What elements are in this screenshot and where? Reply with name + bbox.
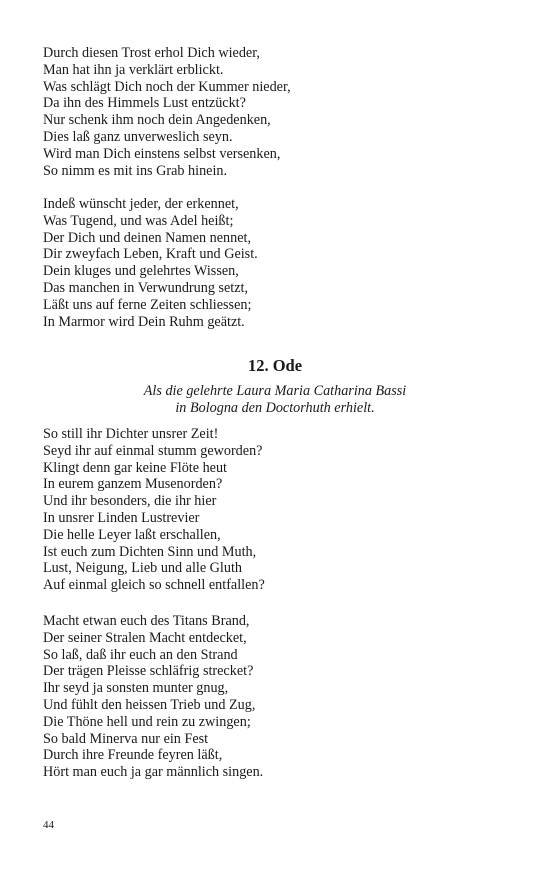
poem-line: In unsrer Linden Lustrevier — [43, 509, 200, 526]
poem-line: Wird man Dich einstens selbst versenken, — [43, 145, 281, 162]
poem-line: Auf einmal gleich so schnell entfallen? — [43, 577, 265, 594]
poem-line: Durch diesen Trost erhol Dich wieder, — [43, 45, 260, 61]
poem-line: Dir zweyfach Leben, Kraft und Geist. — [43, 246, 258, 263]
poem-line: Seyd ihr auf einmal stumm geworden? — [43, 442, 263, 459]
poem-line: Was Tugend, und was Adel heißt; — [43, 212, 234, 229]
poem-line: Läßt uns auf ferne Zeiten schliessen; — [43, 296, 252, 313]
poem-stanza — [43, 196, 513, 330]
poem-line: Indeß wünscht jeder, der erkennet, — [43, 196, 239, 212]
poem-line: Lust, Neigung, Lieb und alle Gluth — [43, 560, 242, 577]
poem-line: Was schlägt Dich noch der Kummer nieder, — [43, 78, 291, 95]
poem-line: Durch ihre Freunde feyren läßt, — [43, 747, 223, 764]
ode-subtitle — [0, 383, 550, 417]
poem-line: Man hat ihn ja verklärt erblickt. — [43, 61, 224, 78]
poem-line: Dies laß ganz unverweslich seyn. — [43, 128, 233, 145]
page-number: 44 — [43, 819, 54, 831]
poem-line: So nimm es mit ins Grab hinein. — [43, 162, 228, 179]
poem-line: Der seiner Stralen Macht entdecket, — [43, 629, 247, 646]
poem-line: Da ihn des Himmels Lust entzückt? — [43, 95, 246, 112]
poem-line: Der Dich und deinen Namen nennet, — [43, 229, 252, 246]
poem-line: Die Thöne hell und rein zu zwingen; — [43, 713, 251, 730]
poem-line: Dein kluges und gelehrtes Wissen, — [43, 263, 239, 280]
poem-stanza — [43, 613, 513, 781]
poem-line: Macht etwan euch des Titans Brand, — [43, 613, 250, 629]
subtitle-line: Als die gelehrte Laura Maria Catharina Bassi — [143, 383, 407, 399]
poem-line: Hört man euch ja gar männlich singen. — [43, 764, 264, 781]
poem-line: So bald Minerva nur ein Fest — [43, 730, 209, 747]
ode-heading: 12. Ode — [247, 356, 303, 375]
poem-line: In Marmor wird Dein Ruhm geätzt. — [43, 313, 245, 330]
subtitle-line: in Bologna den Doctorhuth erhielt. — [175, 399, 375, 416]
poem-line: Ist euch zum Dichten Sinn und Muth, — [43, 543, 257, 560]
poem-line: Und fühlt den heissen Trieb und Zug, — [43, 696, 256, 713]
poem-line: Und ihr besonders, die ihr hier — [43, 493, 217, 510]
poem-line: Das manchen in Verwundrung setzt, — [43, 279, 249, 296]
poem-line: Der trägen Pleisse schläfrig strecket? — [43, 663, 254, 680]
poem-line: Die helle Leyer laßt erschallen, — [43, 526, 221, 543]
poem-line: Ihr seyd ja sonsten munter gnug, — [43, 680, 229, 697]
poem-line: So still ihr Dichter unsrer Zeit! — [43, 426, 219, 442]
poem-line: Klingt denn gar keine Flöte heut — [43, 459, 228, 476]
poem-stanza — [43, 45, 513, 179]
poem-line: So laß, daß ihr euch an den Strand — [43, 646, 238, 663]
poem-stanza — [43, 426, 513, 594]
poem-line: In eurem ganzem Musenorden? — [43, 476, 223, 493]
poem-line: Nur schenk ihm noch dein Angedenken, — [43, 112, 271, 129]
